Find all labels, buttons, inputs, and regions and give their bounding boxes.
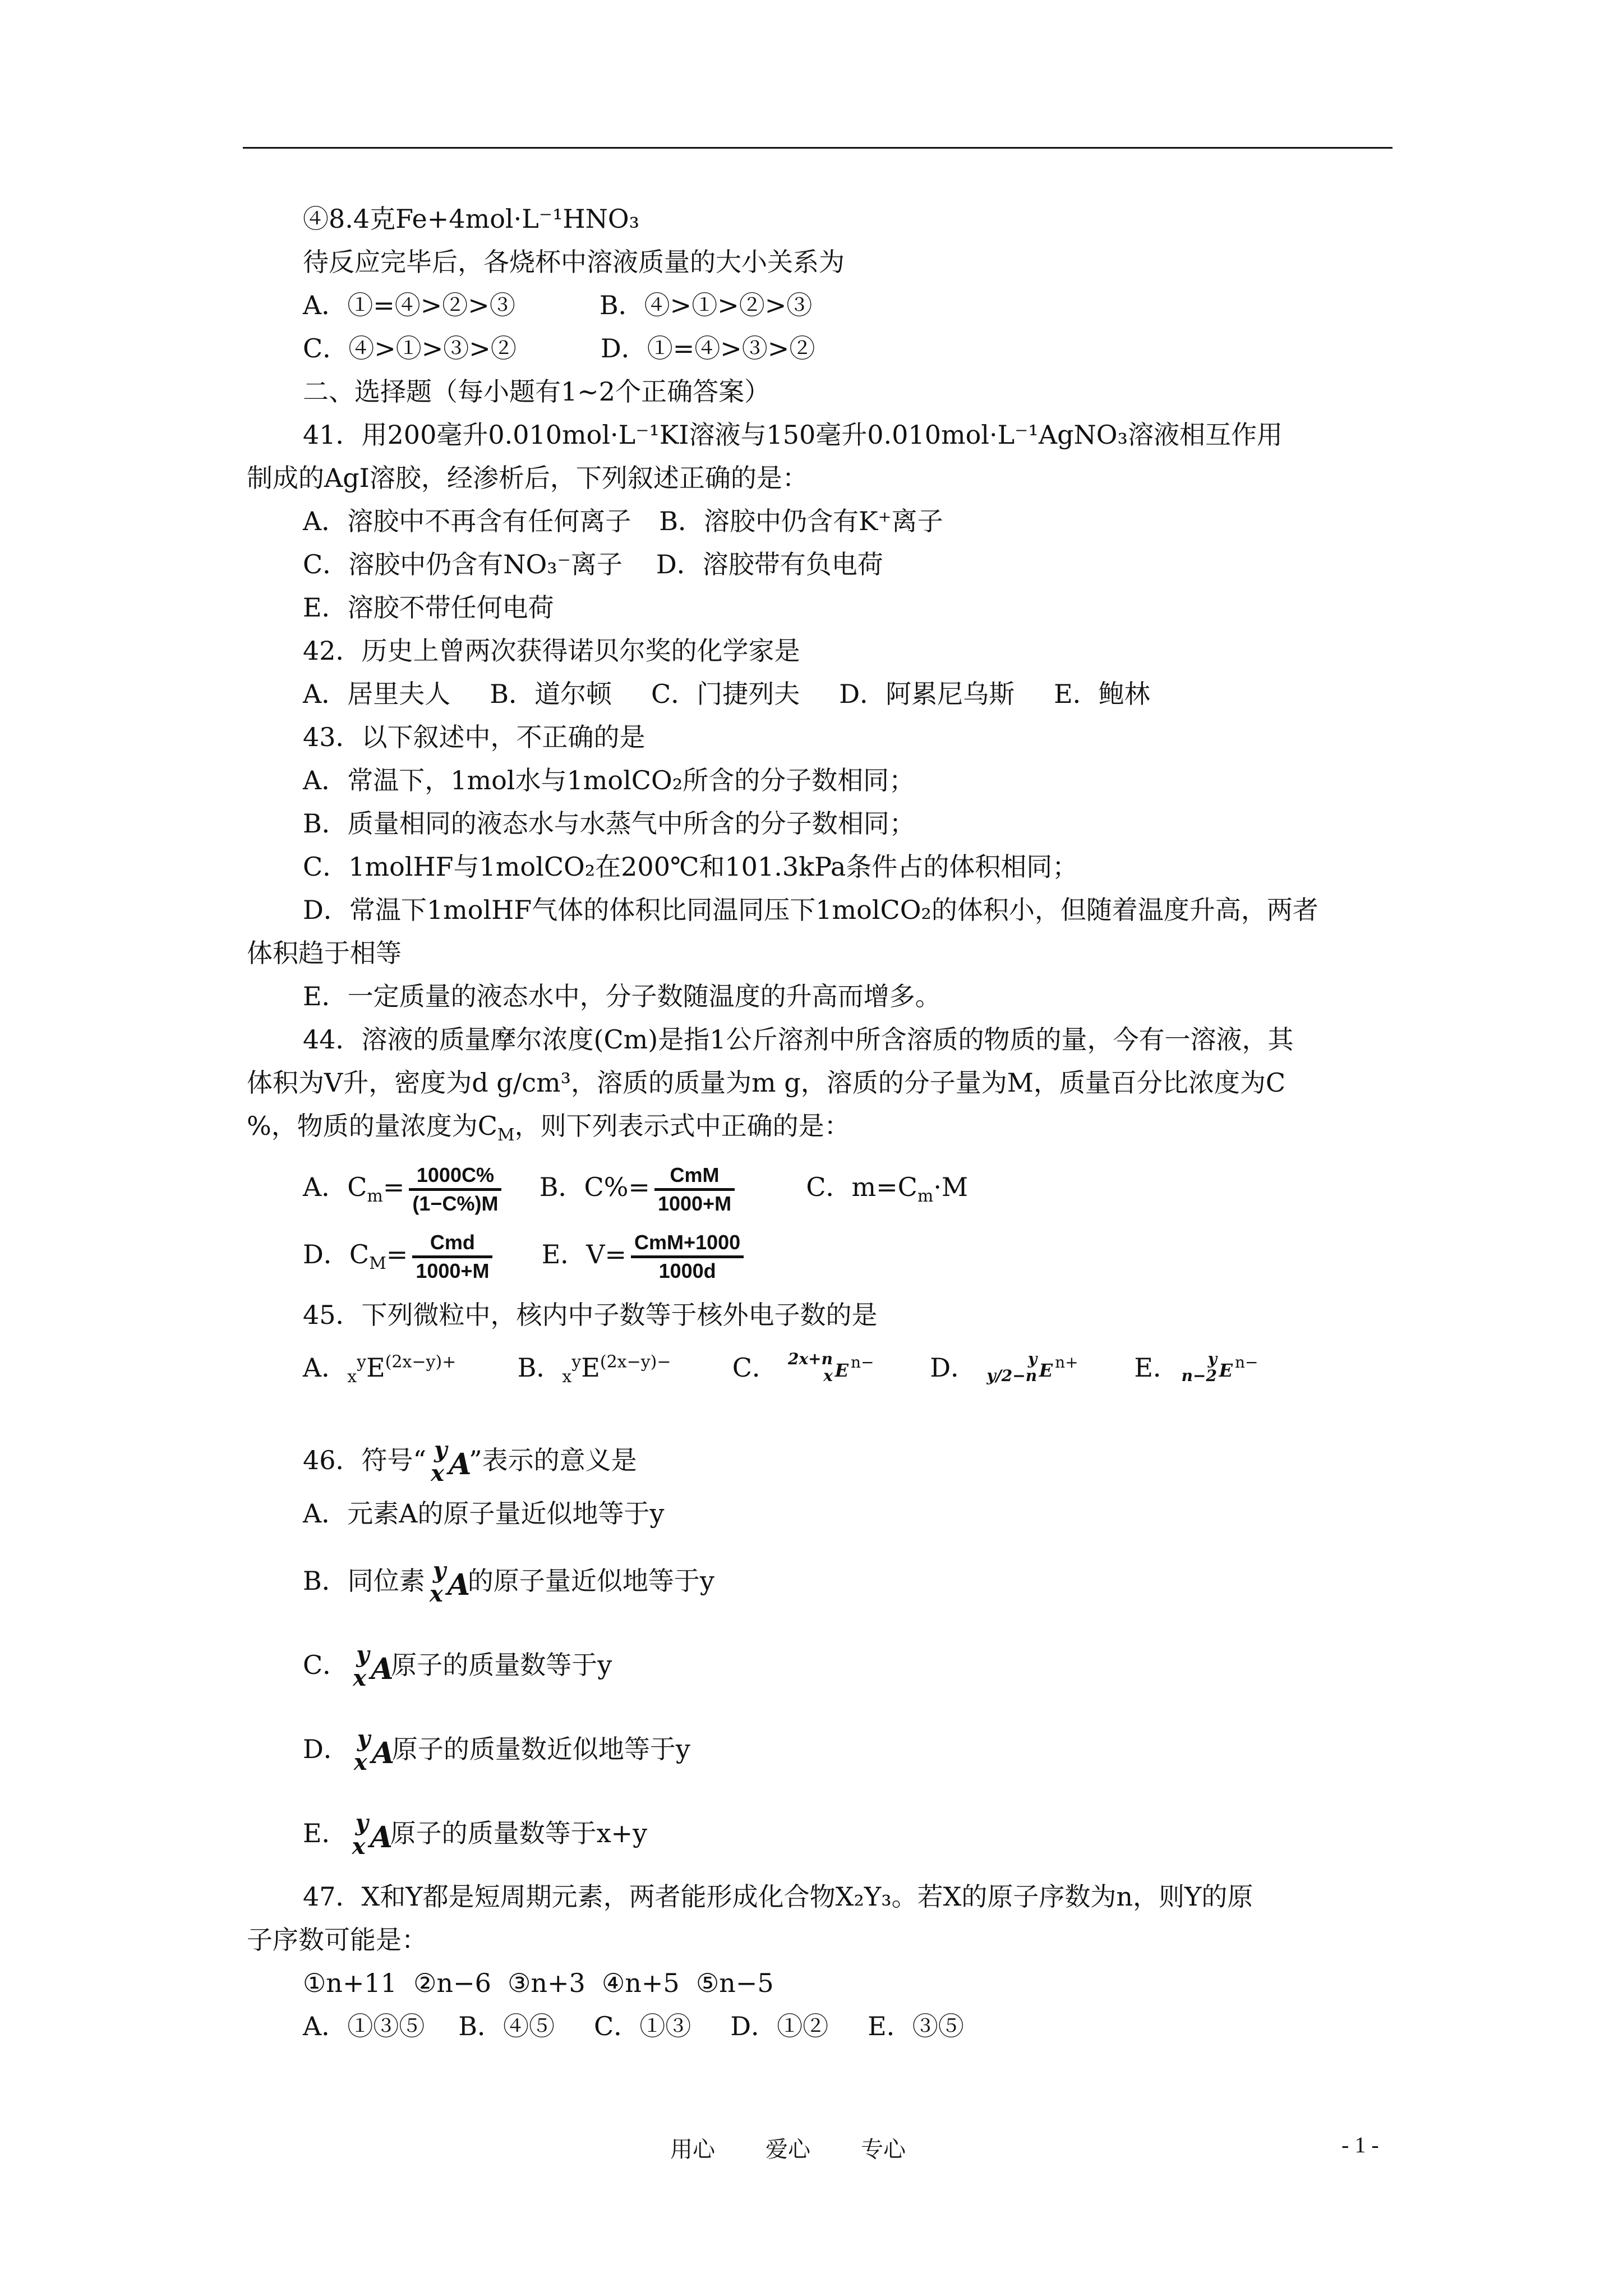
q47-options: A．①③⑤ B．④⑤ C．①③ D．①② E．③⑤ [303, 2011, 964, 2041]
q41-options-ab: A．溶胶中不再含有任何离子 B．溶胶中仍含有K⁺离子 [303, 506, 943, 536]
q44-stem-end: %，物质的量浓度为$C_M$，则下列表示式中正确的是： [247, 1111, 850, 1145]
q45-stem: 45．下列微粒中，核内中子数等于核外电子数的是 [303, 1300, 878, 1330]
q43-option-a: A．常温下，1mol水与1molCO₂所含的分子数相同； [303, 765, 915, 795]
isotope-symbol: y y/2−n E n+ [986, 1350, 1078, 1385]
q46-option-b: B．同位素 y x A 的原子量近似地等于y [303, 1557, 714, 1607]
header-rule [243, 147, 1393, 149]
option-4-line: ④8.4克Fe+4mol·L⁻¹HNO₃ [303, 204, 640, 234]
q43-option-b: B．质量相同的液态水与水蒸气中所含的分子数相同； [303, 808, 915, 839]
page-footer [0, 2132, 1623, 2165]
q43-option-c: C．1molHF与1molCO₂在200℃和101.3kPa条件占的体积相同； [303, 852, 1078, 882]
fraction: $\frac{\text{Cmd}}{1000+M}$ [412, 1230, 492, 1284]
nuclide-symbol: y x A [431, 1437, 472, 1487]
footer-motto: 用心 爱心 专心 [670, 2137, 906, 2162]
q41-options-cd: C．溶胶中仍含有NO₃⁻离子 D．溶胶带有负电荷 [303, 549, 883, 579]
q43-stem: 43．以下叙述中，不正确的是 [303, 722, 645, 752]
q47-stem: 47．X和Y都是短周期元素，两者能形成化合物X₂Y₃。若X的原子序数为n，则Y的原 [303, 1881, 1253, 1912]
document-body [247, 197, 1396, 2048]
q44-options-abc: A．$C_m=$ $\frac{1000C\%}{(1-C\%)M}$ B．C%= $\frac{\text{CmM}}{1000+M}$ C．$m=C_m\cdot M$ [247, 1153, 1396, 1221]
page-number: - 1 - [1341, 2132, 1379, 2157]
question-stem: 待反应完毕后，各烧杯中溶液质量的大小关系为 [303, 247, 845, 277]
nuclide-symbol: y x A [352, 1810, 393, 1860]
q46-stem: 46．符号“ y x A ”表示的意义是 [303, 1437, 637, 1487]
fraction: $\frac{\text{CmM}}{1000+M}$ [654, 1162, 735, 1217]
q41-stem: 41．用200毫升0.010mol·L⁻¹KI溶液与150毫升0.010mol·L⁻¹AgNO₃溶液相互作用 [303, 420, 1283, 450]
q41-option-e: E．溶胶不带任何电荷 [303, 592, 554, 623]
q44-stem-cont: 体积为V升，密度为d g/cm³，溶质的质量为m g，溶质的分子量为M，质量百分比浓度为C [247, 1068, 1286, 1098]
q47-choices: ①n+11 ②n−6 ③n+3 ④n+5 ⑤n−5 [303, 1968, 774, 1998]
q43-option-d-cont: 体积趋于相等 [247, 938, 402, 968]
q43-option-d: D．常温下1molHF气体的体积比同温同压下1molCO₂的体积小，但随着温度升高，两者 [303, 895, 1318, 925]
section-heading: 二、选择题（每小题有1~2个正确答案） [303, 376, 771, 407]
q46-option-a: A．元素A的原子量近似地等于y [303, 1498, 665, 1529]
q46-option-d: D． y x A 原子的质量数近似地等于y [303, 1726, 690, 1775]
isotope-symbol: y n−2 E n− [1181, 1350, 1258, 1385]
nuclide-symbol: y x A [429, 1557, 471, 1607]
nuclide-symbol: y x A [353, 1726, 395, 1775]
answer-row: A．①=④>②>③ B．④>①>②>③ [303, 290, 813, 320]
q42-options: A．居里夫人 B．道尔顿 C．门捷列夫 D．阿累尼乌斯 E．鲍林 [303, 679, 1150, 709]
q44-stem: 44．溶液的质量摩尔浓度(Cm)是指1公斤溶剂中所含溶质的物质的量，今有一溶液，其 [303, 1024, 1294, 1055]
q47-stem-cont: 子序数可能是： [247, 1925, 427, 1955]
nuclide-symbol: y x A [353, 1641, 394, 1691]
q42-stem: 42．历史上曾两次获得诺贝尔奖的化学家是 [303, 636, 800, 666]
isotope-symbol: 2x+n x E n− [787, 1350, 874, 1385]
q43-option-e: E．一定质量的液态水中，分子数随温度的升高而增多。 [303, 981, 941, 1011]
q45-options: A．$_x^yE^{(2x-y)+}$ B．$_x^yE^{(2x-y)-}$ C． 2x+n x E n− D． y y/2−n E n+ E． y n−2 E n− [247, 1337, 1396, 1398]
fraction: $\frac{\text{CmM+1000}}{1000d}$ [631, 1230, 744, 1284]
q46-option-c: C． y x A 原子的质量数等于y [303, 1641, 612, 1691]
answer-row: C．④>①>③>② D．①=④>③>② [303, 333, 815, 364]
q41-stem-cont: 制成的AgI溶胶，经渗析后，下列叙述正确的是： [247, 463, 808, 493]
fraction: $\frac{1000C\%}{(1-C\%)M}$ [409, 1162, 501, 1217]
q44-options-de: D．$C_M=$ $\frac{\text{Cmd}}{1000+M}$ E．V= $\frac{\text{CmM+1000}}{1000d}$ [247, 1221, 1396, 1288]
q46-option-e: E． y x A 原子的质量数等于x+y [303, 1810, 648, 1860]
